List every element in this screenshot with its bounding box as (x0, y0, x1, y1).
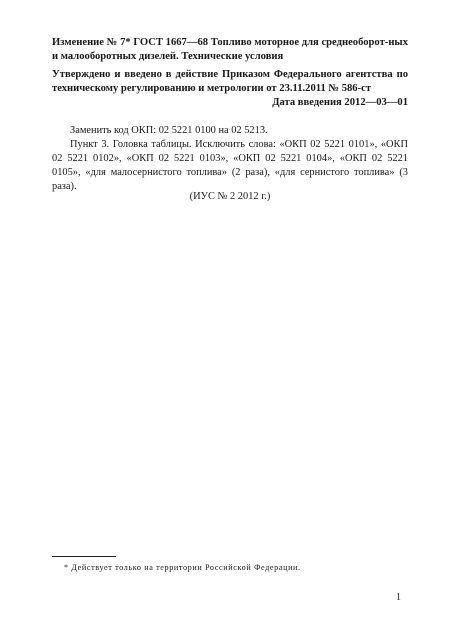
change-title: Изменение № 7* ГОСТ 1667—68 Топливо моторное для среднеоборот-ных и малооборотных дизелей. Технические условия (52, 37, 408, 62)
effective-date: Дата введения 2012—03—01 (272, 97, 408, 108)
footnote-divider (52, 556, 116, 557)
approval-statement: Утверждено и введено в действие Приказом Федерального агентства по техническому регулированию и метрологии от 23.11.2011 № 586-ст (52, 69, 408, 94)
footnote: * Действует только на территории Российской Федерации. (64, 563, 301, 572)
table-header-change: Пункт 3. Головка таблицы. Исключить слова: «ОКП 02 5221 0101», «ОКП 02 5221 0102», «ОКП 02 5221 0103», «ОКП 02 5221 0104», «ОКП 02 5221 0105», «для малосернистого топлива» (2 раза), «для сернистого топлива» (3 раза). (52, 139, 408, 192)
source-reference: (ИУС № 2 2012 г.) (189, 191, 271, 202)
okp-code-change: Заменить код ОКП: 02 5221 0100 на 02 5213. (70, 125, 268, 136)
page-number: 1 (396, 592, 401, 603)
